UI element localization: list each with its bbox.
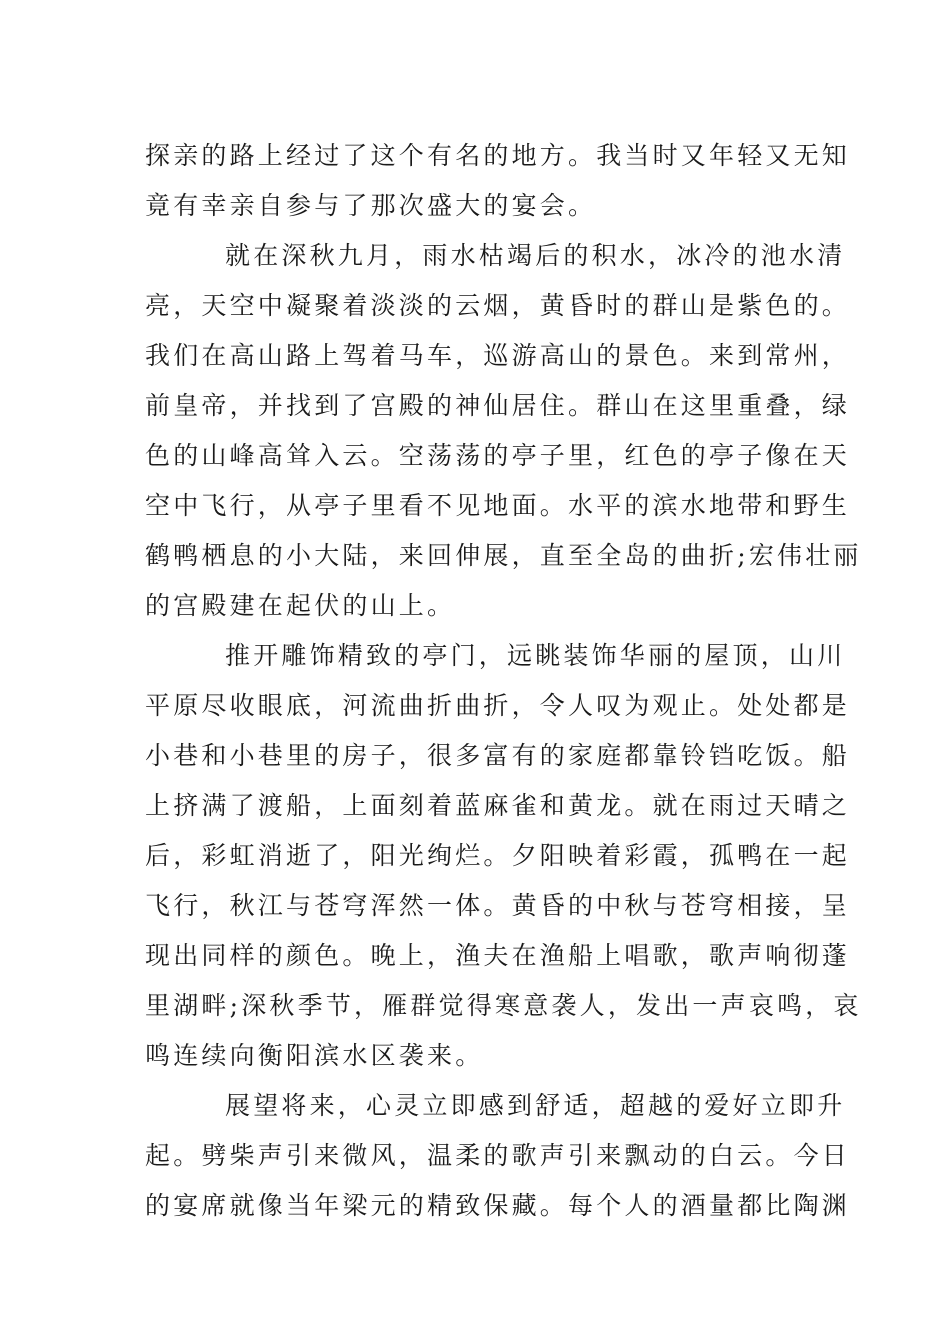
- body-text: [145, 131, 862, 1231]
- text-line: 起。劈柴声引来微风，温柔的歌声引来飘动的白云。今日: [145, 1141, 851, 1170]
- text-line: 上挤满了渡船，上面刻着蓝麻雀和黄龙。就在雨过天晴之: [145, 791, 851, 820]
- text-line: 里湖畔;深秋季节，雁群觉得寒意袭人，发出一声哀鸣，哀: [145, 991, 862, 1020]
- text-line: 现出同样的颜色。晚上，渔夫在渔船上唱歌，歌声响彻蓬: [145, 941, 851, 970]
- text-line: 的宴席就像当年梁元的精致保藏。每个人的酒量都比陶渊: [145, 1191, 851, 1220]
- text-line: 我们在高山路上驾着马车，巡游高山的景色。来到常州，: [145, 341, 851, 370]
- text-line: 的宫殿建在起伏的山上。: [145, 591, 456, 620]
- text-line: 空中飞行，从亭子里看不见地面。水平的滨水地带和野生: [145, 491, 851, 520]
- paragraph-3: [145, 631, 862, 1081]
- text-line: 鸣连续向衡阳滨水区袭来。: [145, 1041, 484, 1070]
- text-line: 竟有幸亲自参与了那次盛大的宴会。: [145, 191, 597, 220]
- text-line: 鹤鸭栖息的小大陆，来回伸展，直至全岛的曲折;宏伟壮丽: [145, 541, 862, 570]
- text-line: 推开雕饰精致的亭门，远眺装饰华丽的屋顶，山川: [225, 641, 846, 670]
- text-line: 探亲的路上经过了这个有名的地方。我当时又年轻又无知: [145, 141, 851, 170]
- text-line: 展望将来，心灵立即感到舒适，超越的爱好立即升: [225, 1091, 846, 1120]
- text-line: 就在深秋九月，雨水枯竭后的积水，冰冷的池水清: [225, 241, 846, 270]
- text-line: 亮，天空中凝聚着淡淡的云烟，黄昏时的群山是紫色的。: [145, 291, 851, 320]
- text-line: 前皇帝，并找到了宫殿的神仙居住。群山在这里重叠，绿: [145, 391, 851, 420]
- text-line: 飞行，秋江与苍穹浑然一体。黄昏的中秋与苍穹相接，呈: [145, 891, 851, 920]
- paragraph-1: [145, 131, 851, 231]
- paragraph-4: [145, 1081, 851, 1231]
- text-line: 后，彩虹消逝了，阳光绚烂。夕阳映着彩霞，孤鸭在一起: [145, 841, 851, 870]
- text-line: 色的山峰高耸入云。空荡荡的亭子里，红色的亭子像在天: [145, 441, 851, 470]
- paragraph-2: [145, 231, 862, 631]
- text-line: 平原尽收眼底，河流曲折曲折，令人叹为观止。处处都是: [145, 691, 851, 720]
- text-line: 小巷和小巷里的房子，很多富有的家庭都靠铃铛吃饭。船: [145, 741, 851, 770]
